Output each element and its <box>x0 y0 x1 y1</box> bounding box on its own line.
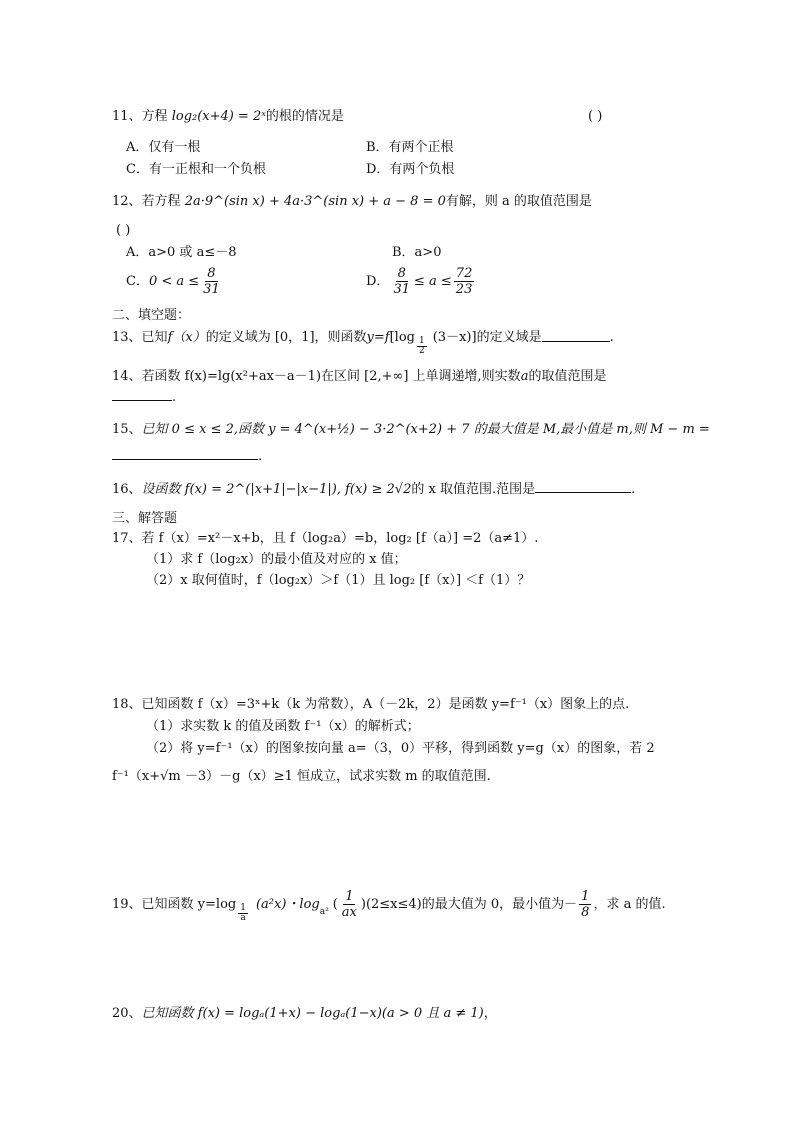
q18-part2: （2）将 y=f⁻¹（x）的图象按向量 a=（3，0）平移，得到函数 y=g（x）的图象，若 2 <box>146 741 655 756</box>
q19-fraction: $\frac{1}{ax}$ <box>341 889 357 920</box>
q12-option-c-fraction: $\frac{8}{31}$ <box>203 266 220 297</box>
q13-number: 13、 <box>112 330 142 345</box>
q15-line2 <box>112 447 262 466</box>
q11-number: 11、 <box>112 109 142 124</box>
q14-line <box>112 368 606 386</box>
q11-option-a: A．仅有一根 <box>126 140 201 155</box>
q14-line2 <box>112 388 176 407</box>
q13-line <box>112 329 614 356</box>
q19-text3: )(2≤x≤4)的最大值为 0，最小值为－ <box>360 896 578 912</box>
q15-end: . <box>258 449 263 464</box>
q11-answer-paren: ( ) <box>588 109 603 124</box>
q13-arg: (3－x)] <box>432 330 477 345</box>
q16-number: 16、 <box>112 482 142 497</box>
q20-line <box>112 1005 497 1023</box>
q13-end: . <box>609 330 614 345</box>
q12-prefix: 若方程 <box>141 194 181 209</box>
q12-option-a: A．a>0 或 a≤－8 <box>126 245 237 260</box>
q19-number: 19、 <box>112 896 142 912</box>
q11-option-b: B．有两个正根 <box>366 140 454 155</box>
q16-blank[interactable] <box>535 480 631 493</box>
q12-option-c-left: 0 < a ≤ <box>148 273 200 289</box>
q12-option-c-label: C． <box>126 273 149 289</box>
q17-stem-text: 若 f（x）=x²－x+b，且 f（log₂a）=b，log₂ [f（a）] =2（a≠1）. <box>141 531 539 546</box>
q16-text1: 设函数 f(x) = 2^(|x+1|−|x−1|), f(x) ≥ 2√2 <box>141 482 412 497</box>
q11-suffix: 的根的情况是 <box>265 109 344 124</box>
q18-part1: （1）求实数 k 的值及函数 f⁻¹（x）的解析式； <box>146 719 420 734</box>
q13-y: y=f <box>366 330 390 345</box>
q11-line <box>112 108 344 126</box>
q18-part3: f⁻¹（x+√m －3）－g（x）≥1 恒成立，试求实数 m 的取值范围. <box>112 769 491 784</box>
q15-blank[interactable] <box>112 447 258 460</box>
q13-log: [log <box>389 330 415 345</box>
q20-end: ， <box>483 1006 497 1021</box>
q19-text4: ，求 a 的值. <box>593 896 666 912</box>
q19-text2: (a²x)・log <box>255 896 320 912</box>
q12-option-d <box>366 266 476 297</box>
q12-answer-paren: ( ) <box>116 223 131 238</box>
q15-text: 已知 0 ≤ x ≤ 2,函数 y = 4^(x+½) − 3·2^(x+2) + 7 的最大值是 M,最小值是 m,则 M − m = <box>141 422 710 437</box>
q12-option-d-fraction-1: $\frac{8}{31}$ <box>393 266 410 297</box>
section-solve: 三、解答题 <box>112 511 178 526</box>
q20-text: 已知函数 f(x) = logₐ(1+x) − logₐ(1−x)(a > 0 且 a ≠ 1) <box>141 1006 484 1021</box>
q13-text1: 已知 <box>141 330 168 345</box>
q11-option-d: D．有两个负根 <box>366 162 455 177</box>
q14-a: a <box>520 369 529 384</box>
q14-blank[interactable] <box>112 388 172 401</box>
q12-option-d-fraction-2: $\frac{72}{23}$ <box>455 266 473 297</box>
q16-line <box>112 480 635 499</box>
q15-line <box>112 421 710 439</box>
q12-line <box>112 193 592 211</box>
q13-f: f（x） <box>167 330 206 345</box>
q12-equation: 2a·9^(sin x) + 4a·3^(sin x) + a − 8 = 0 <box>184 194 446 209</box>
q13-text3: 的定义域是 <box>476 330 542 345</box>
q18-stem <box>112 696 629 714</box>
q19-line: 19、 已知函数 y=log $\frac{1}{a}$ (a²x)・log $_{a^2}$ ( $\frac{1}{ax}$ )(2≤x≤4)的最大值为 0，最小值为－ $\frac{1}{8}$ ，求 a 的值. <box>112 889 666 923</box>
q18-number: 18、 <box>112 697 142 712</box>
q16-text2: 的 x 取值范围.范围是 <box>411 482 536 497</box>
q12-option-b: B．a>0 <box>392 245 442 260</box>
q14-end: . <box>172 390 177 405</box>
q17-part1: （1）求 f（log₂x）的最小值及对应的 x 值； <box>146 552 407 567</box>
q17-part2: （2）x 取何值时，f（log₂x）＞f（1）且 log₂ [f（x）] ＜f（1）？ <box>146 573 531 588</box>
q17-number: 17、 <box>112 531 142 546</box>
q18-stem-text: 已知函数 f（x）=3ˣ+k（k 为常数），A（－2k，2）是函数 y=f⁻¹（x）图象上的点. <box>141 697 630 712</box>
q11-prefix: 方程 <box>141 109 168 124</box>
q16-end: . <box>631 482 636 497</box>
q12-suffix: 有解，则 a 的取值范围是 <box>445 194 592 209</box>
q11-equation: log₂(x+4) = 2ˣ <box>171 109 266 124</box>
q13-blank[interactable] <box>542 329 610 342</box>
q14-text1: 若函数 f(x)=lg(x²+ax－a－1)在区间 [2,+∞] 上单调递增,则实数 <box>141 369 521 384</box>
q11-option-c: C．有一正根和一个负根 <box>126 162 266 177</box>
q19-text1: 已知函数 y=log <box>141 896 237 912</box>
q19-log-sub: a² <box>319 906 329 917</box>
q20-number: 20、 <box>112 1006 142 1021</box>
q13-log-base: $\frac{1}{2}$ <box>419 336 425 356</box>
q17-stem <box>112 530 538 548</box>
q14-number: 14、 <box>112 369 142 384</box>
q12-option-c <box>126 266 224 297</box>
q19-log-base: $\frac{1}{a}$ <box>240 903 246 923</box>
section-fill-in: 二、填空题： <box>112 308 191 323</box>
q12-option-d-label: D． <box>366 273 390 289</box>
q19-min-fraction: $\frac{1}{8}$ <box>581 889 590 920</box>
q15-number: 15、 <box>112 422 142 437</box>
q12-number: 12、 <box>112 194 142 209</box>
q13-text2: 的定义域为 [0，1]，则函数 <box>205 330 367 345</box>
q12-option-d-mid: ≤ a ≤ <box>413 273 452 289</box>
q14-text2: 的取值范围是 <box>528 369 607 384</box>
